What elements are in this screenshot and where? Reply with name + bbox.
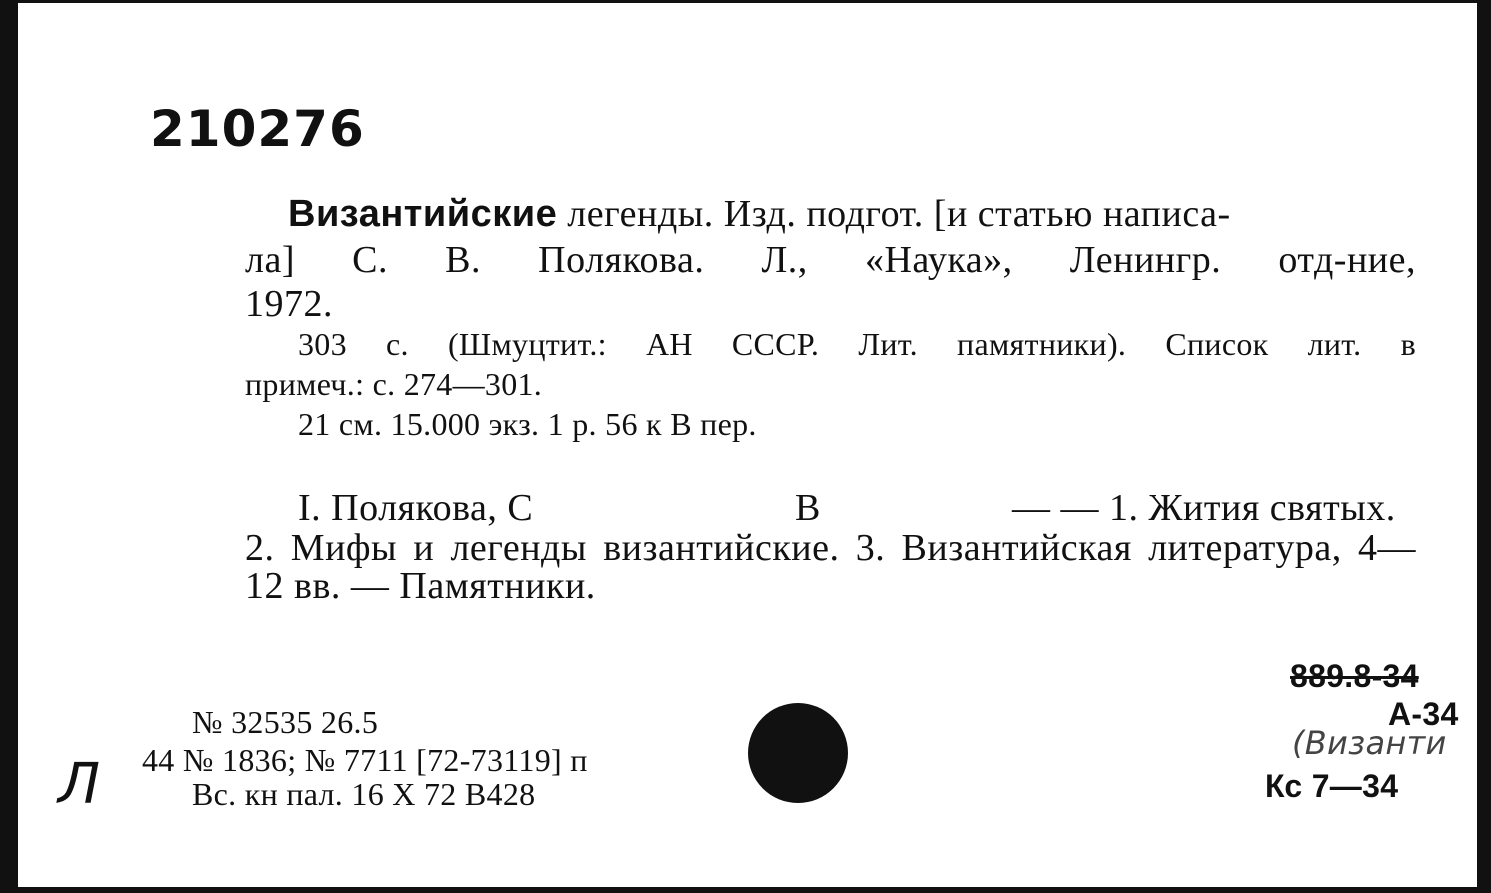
year-line: 1972. — [245, 283, 333, 325]
classification-code-ks: Кс 7—34 — [1265, 768, 1399, 804]
subjects-line3: 12 вв. — Памятники. — [245, 565, 596, 607]
handwritten-catalog-id: 210276 — [150, 100, 365, 158]
pages-line: 303 с. (Шмуцтит.: АН СССР. Лит. памятники). Список лит. в — [298, 326, 1416, 362]
pen-mark: Л — [58, 752, 101, 817]
classification-code-struck: 889.8-34 — [1290, 658, 1419, 694]
notes-line: примеч.: с. 274—301. — [245, 366, 543, 402]
subjects-author: I. Полякова, С — [298, 487, 534, 529]
number-line-2: 44 № 1836; № 7711 [72-73119] п — [142, 742, 588, 778]
title-line — [288, 192, 1416, 236]
title-rest: легенды. Изд. подгот. [и статью написа- — [567, 193, 1231, 235]
subjects-line2: 2. Мифы и легенды византийские. 3. Византийская литература, 4— — [245, 527, 1416, 569]
classification-code-a: А-34 — [1388, 696, 1459, 732]
number-line-1: № 32535 26.5 — [192, 704, 379, 740]
publisher-line: ла] С. В. Полякова. Л., «Наука», Ленингр. отд-ние, — [245, 239, 1416, 281]
number-line-3: Вс. кн пал. 16 Х 72 В428 — [192, 776, 536, 812]
size-line: 21 см. 15.000 экз. 1 р. 56 к В пер. — [298, 406, 757, 442]
title-heading: Византийские — [288, 193, 558, 235]
handwritten-note: (Византи — [1292, 724, 1447, 762]
subjects-initial: В — [795, 487, 821, 529]
subjects-first: — — 1. Жития святых. — [1012, 487, 1396, 529]
ink-stamp-blot — [748, 703, 848, 803]
